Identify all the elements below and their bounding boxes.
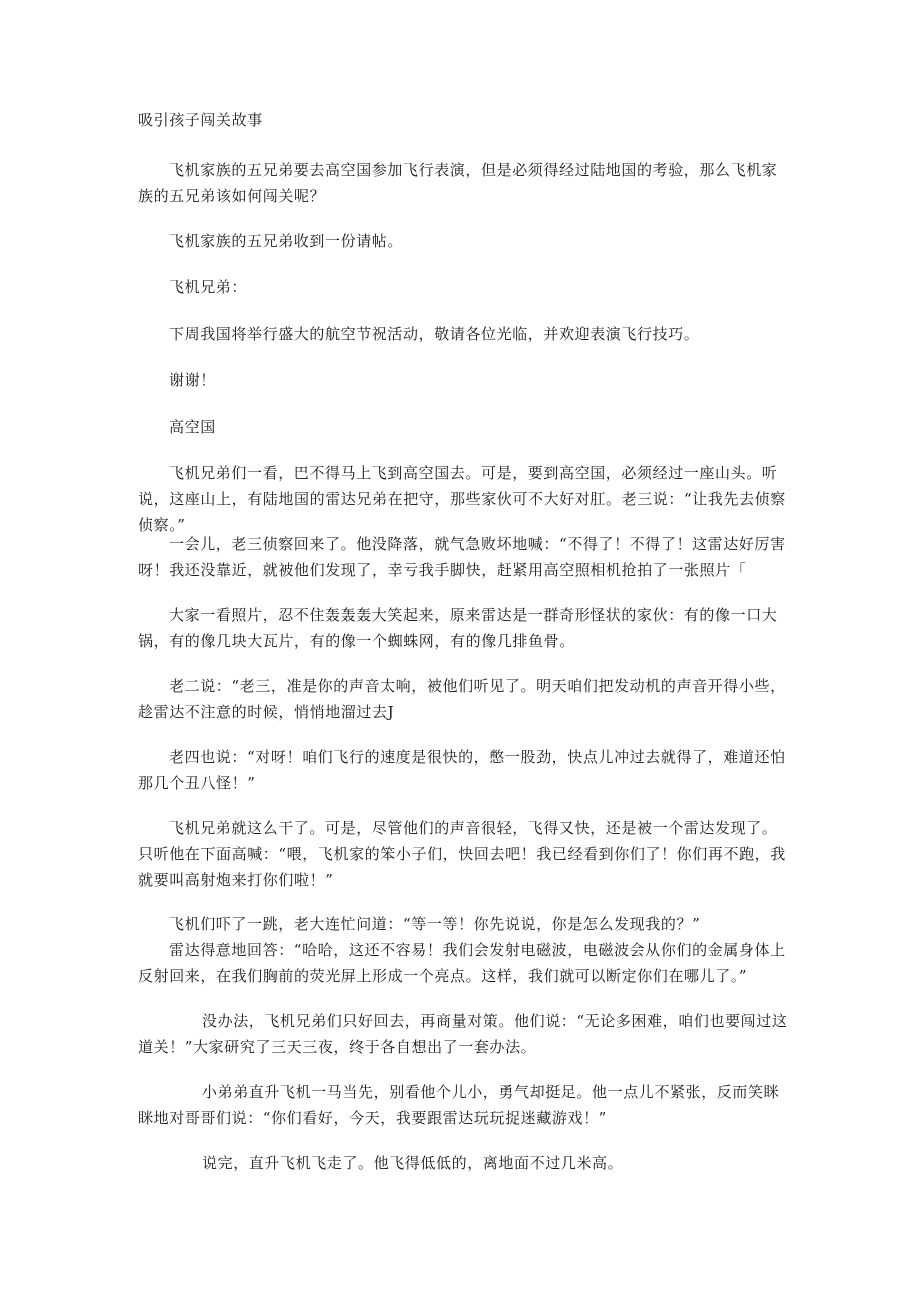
paragraph-eldest-asks: 飞机们吓了一跳，老大连忙问道：“等一等！你先说说，你是怎么发现我的？”	[169, 915, 701, 933]
paragraph-invitation: 飞机家族的五兄弟收到一份请帖。	[169, 232, 404, 250]
paragraph-second-brother: 老二说：“老三，准是你的声音太响，被他们听见了。明天咱们把发动机的声音开得小些，趁雷达不注意的时候，悄悄地溜过去J	[138, 677, 786, 721]
paragraph-signature: 高空国	[169, 418, 216, 436]
paragraph-intro: 飞机家族的五兄弟要去高空国参加飞行表演，但是必须得经过陆地国的考验，那么飞机家族的五兄弟该如何闯关呢？	[138, 161, 778, 205]
document-title: 吸引孩子闯关故事	[138, 111, 263, 129]
paragraph-thanks: 谢谢！	[169, 371, 216, 389]
paragraph-photo: 大家一看照片，忍不住轰轰轰大笑起来，原来雷达是一群奇形怪状的家伙：有的像一口大锅，有的像几块大瓦片，有的像一个蜘蛛网，有的像几排鱼骨。	[138, 606, 778, 650]
paragraph-mountain: 飞机兄弟们一看，巴不得马上飞到高空国去。可是，要到高空国，必须经过一座山头。听说，这座山上，有陆地国的雷达兄弟在把守，那些家伙可不大好对肛。老三说：“让我先去侦察侦察。”	[138, 464, 786, 534]
paragraph-letter-body: 下周我国将举行盛大的航空节祝活动，敬请各位光临，并欢迎表演飞行技巧。	[169, 325, 700, 343]
paragraph-fourth-brother: 老四也说：“对呀！咱们飞行的速度是很快的，憋一股劲，快点儿冲过去就得了，难道还怕那几个丑八怪！”	[138, 748, 786, 792]
paragraph-salutation: 飞机兄弟：	[169, 278, 248, 296]
paragraph-discovered: 飞机兄弟就这么干了。可是，尽管他们的声音很轻，飞得又快，还是被一个雷达发现了。只听他在下面高喊：“喂，飞机家的笨小子们，快回去吧！我已经看到你们了！你们再不跑，我就要叫高射炮来打你们啦！”	[138, 819, 786, 889]
paragraph-new-plan: 没办法，飞机兄弟们只好回去，再商量对策。他们说：“无论多困难，咱们也要闯过这道关！”大家研究了三天三夜，终于各自想出了一套办法。	[138, 1012, 788, 1056]
paragraph-scout-return: 一会儿，老三侦察回来了。他没降落，就气急败坏地喊：“不得了！不得了！这雷达好厉害呀！我还没靠近，就被他们发现了，幸亏我手脚快，赶紧用高空照相机抢拍了一张照片「	[138, 535, 786, 579]
paragraph-radar-answers: 雷达得意地回答：“哈哈，这还不容易！我们会发射电磁波，电磁波会从你们的金属身体上反射回来，在我们胸前的荧光屏上形成一个亮点。这样，我们就可以断定你们在哪儿了。”	[138, 941, 786, 985]
paragraph-flies-low: 说完，直升飞机飞走了。他飞得低低的，离地面不过几米高。	[202, 1154, 624, 1172]
paragraph-helicopter: 小弟弟直升飞机一马当先，别看他个儿小，勇气却挺足。他一点儿不紧张，反而笑眯眯地对哥哥们说：“你们看好，今天，我要跟雷达玩玩捉迷藏游戏！”	[138, 1083, 780, 1127]
